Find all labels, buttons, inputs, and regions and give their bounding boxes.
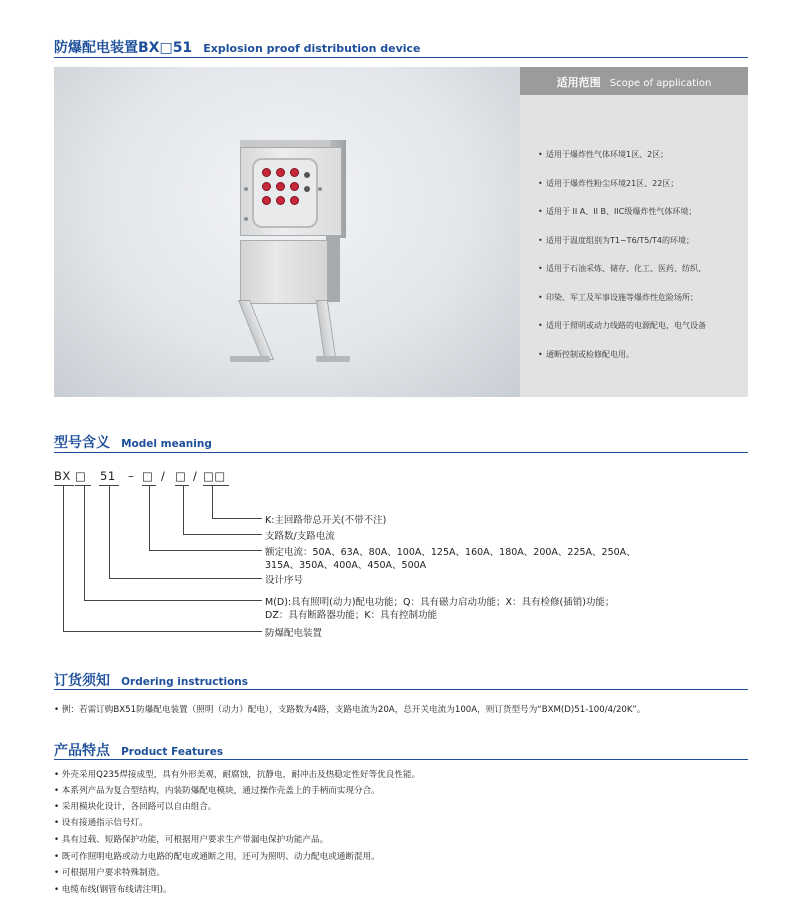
desc-rated-current-cont: 315A、350A、400A、450A、500A <box>265 560 427 571</box>
desc-function: M(D):具有照明(动力)配电功能；Q：具有磁力启动功能；X：具有检修(插销)功能； <box>265 597 615 608</box>
bolt <box>244 217 248 221</box>
feature-item: • 设有接通指示信号灯。 <box>54 818 148 828</box>
ordering-heading-en: Ordering instructions <box>121 676 249 688</box>
feature-item: • 可根据用户要求特殊制造。 <box>54 868 165 878</box>
feature-item: • 采用模块化设计，各回路可以自由组合。 <box>54 802 217 812</box>
feature-item: • 外壳采用Q235焊接成型，具有外形美观，耐腐蚀，抗静电，耐冲击及热稳定性好等优良性能。 <box>54 770 421 780</box>
scope-item: • 适用于 II A、II B、IIC级爆炸性气体环境； <box>538 198 743 227</box>
ordering-heading <box>54 670 748 690</box>
code-underline <box>75 485 91 486</box>
indicator-button <box>262 168 271 177</box>
code-dash: – <box>128 469 135 483</box>
code-box-1: □ <box>75 469 87 483</box>
model-divider <box>54 452 748 453</box>
led-indicator <box>304 172 310 178</box>
scope-item: • 适用于爆炸性气体环境1区、2区； <box>538 141 743 170</box>
scope-item: • 适用于照明或动力线路的电源配电，电气设备 <box>538 312 743 341</box>
indicator-button <box>262 196 271 205</box>
ordering-divider <box>54 689 748 690</box>
desc-device: 防爆配电装置 <box>265 628 323 639</box>
stand-leg-left <box>238 300 274 360</box>
desc-function-cont: DZ：具有断路器功能；K：具有控制功能 <box>265 610 438 621</box>
features-divider <box>54 759 748 760</box>
scope-item: • 适用于温度组别为T1~T6/T5/T4的环境； <box>538 227 743 256</box>
desc-design-no: 设计序号 <box>265 575 304 586</box>
cabinet-lower-body <box>240 240 328 304</box>
code-box-2: □ <box>142 469 154 483</box>
scope-header-en: Scope of application <box>609 78 712 89</box>
desc-branch: 支路数/支路电流 <box>265 531 335 542</box>
leader-line <box>109 578 262 579</box>
code-box-4: □□ <box>203 469 226 483</box>
product-photo <box>54 67 520 397</box>
model-heading-en: Model meaning <box>121 438 212 450</box>
indicator-button <box>276 196 285 205</box>
code-51: 51 <box>100 469 116 483</box>
model-heading-cn: 型号含义 <box>54 435 110 451</box>
scope-item: • 印染、军工及军事设施等爆炸性危险场所； <box>538 284 743 313</box>
leader-line <box>84 600 262 601</box>
led-indicator <box>304 186 310 192</box>
cabinet-door <box>252 158 318 228</box>
leader-line <box>109 486 110 578</box>
code-bx: BX <box>54 469 71 483</box>
bolt <box>318 187 322 191</box>
title-en: Explosion proof distribution device <box>203 42 421 55</box>
indicator-button <box>290 168 299 177</box>
leader-line <box>84 486 85 600</box>
scope-header <box>520 67 748 95</box>
features-heading-cn: 产品特点 <box>54 743 110 759</box>
title-divider <box>54 57 748 58</box>
stand-foot-left <box>230 356 270 362</box>
features-heading-en: Product Features <box>121 746 224 758</box>
indicator-button <box>262 182 271 191</box>
bolt <box>244 187 248 191</box>
leader-line <box>212 486 213 518</box>
title-cn: 防爆配电装置BX□51 <box>54 40 193 56</box>
ordering-text: • 例：若需订购BX51防爆配电装置（照明（动力）配电），支路数为4路，支路电流为20A，总开关电流为100A，则订货型号为“BXM(D)51-100/4/20K”。 <box>54 705 646 715</box>
code-slash-1: / <box>161 469 166 483</box>
scope-header-cn: 适用范围 <box>556 76 601 89</box>
feature-item: • 具有过载、短路保护功能，可根据用户要求生产带漏电保护功能产品。 <box>54 835 329 845</box>
feature-item: • 本系列产品为复合型结构，内装防爆配电模块，通过操作壳盖上的手柄而实现分合。 <box>54 786 380 796</box>
code-slash-2: / <box>193 469 198 483</box>
scope-item: • 通断控制或检修配电用。 <box>538 341 743 370</box>
code-underline <box>54 485 74 486</box>
stand-leg-right <box>316 300 336 360</box>
leader-line <box>183 486 184 534</box>
scope-item: • 适用于石油采炼、储存、化工、医药、纺织、 <box>538 255 743 284</box>
cabinet-lower-side <box>326 236 340 302</box>
leader-line <box>63 631 262 632</box>
leader-line <box>183 534 262 535</box>
desc-main-switch: K:主回路带总开关(不带不注) <box>265 515 387 526</box>
scope-panel <box>520 67 748 397</box>
stand-foot-right <box>316 356 350 362</box>
code-box-3: □ <box>175 469 187 483</box>
feature-item: • 既可作照明电路或动力电路的配电或通断之用，还可为照明、动力配电或通断混用。 <box>54 852 380 862</box>
indicator-button <box>276 168 285 177</box>
page-title <box>54 37 748 57</box>
leader-line <box>212 518 262 519</box>
model-heading <box>54 432 748 452</box>
code-underline <box>175 485 189 486</box>
indicator-button <box>290 182 299 191</box>
leader-line <box>149 550 262 551</box>
desc-rated-current: 额定电流：50A、63A、80A、100A、125A、160A、180A、200A、225A、250A、 <box>265 547 636 558</box>
scope-list <box>538 141 743 369</box>
feature-item: • 电缆布线(钢管布线请注明)。 <box>54 885 172 895</box>
indicator-button <box>276 182 285 191</box>
ordering-heading-cn: 订货须知 <box>54 673 110 689</box>
leader-line <box>149 486 150 550</box>
scope-item: • 适用于爆炸性粉尘环境21区、22区； <box>538 170 743 199</box>
code-underline <box>203 485 229 486</box>
indicator-button <box>290 196 299 205</box>
leader-line <box>63 486 64 631</box>
features-heading <box>54 740 748 760</box>
